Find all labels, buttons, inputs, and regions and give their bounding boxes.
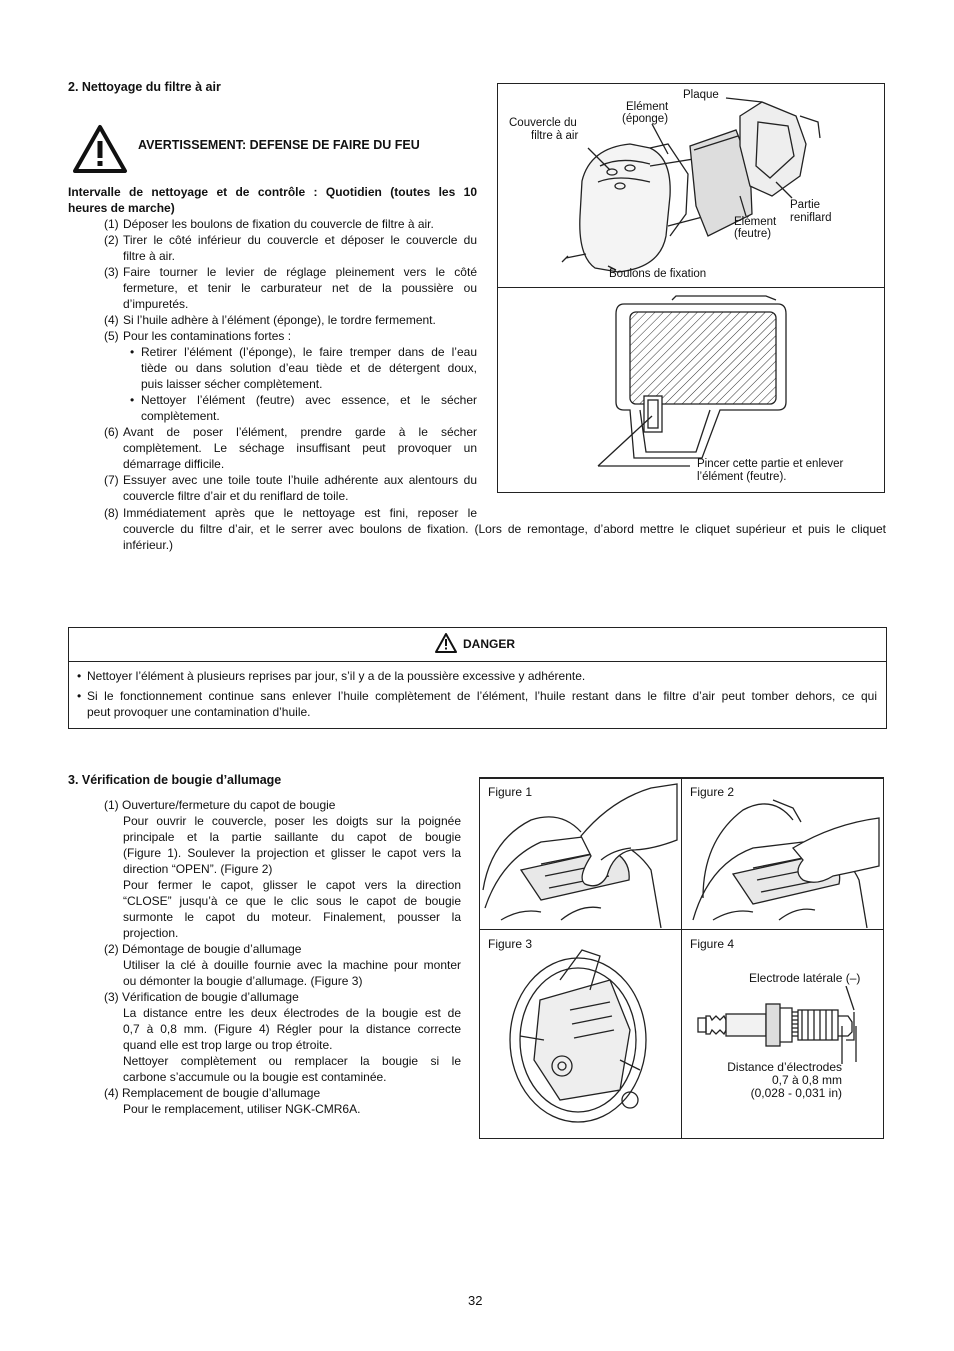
figures-vertical-divider: [681, 778, 682, 1139]
figure-1-drawing: [481, 780, 679, 928]
step-number: (3): [104, 265, 119, 279]
figures-horizontal-divider: [479, 929, 884, 930]
instruction-line: direction “OPEN”. (Figure 2): [123, 862, 273, 876]
instruction-line: Utiliser la clé à douille fournie avec la machine pour monter: [123, 958, 461, 972]
figure-3-label: Figure 3: [488, 937, 533, 951]
danger-bullet: •: [77, 669, 82, 683]
figure-4-label: Figure 4: [690, 937, 735, 951]
instruction-line: Pour fermer le capot, glisser le capot vers la direction: [123, 878, 461, 892]
figure-2-label: Figure 2: [690, 785, 735, 799]
step-text: Déposer les boulons de fixation du couvercle de filtre à air.: [123, 217, 434, 231]
step-text: fermeture, et tenir le carburateur net de la poussière ou: [123, 281, 477, 295]
label-element-eponge-1: Elément: [626, 101, 669, 113]
interval-line-2: heures de marche): [68, 201, 175, 215]
step-text: complètement. Le séchage insuffisant peut provoquer un: [123, 441, 477, 455]
label-couvercle-1: Couvercle du: [509, 117, 577, 129]
bullet-text: Retirer l’élément (l’éponge), le faire tremper dans de l’eau: [141, 345, 477, 359]
step-number: (4): [104, 313, 119, 327]
bullet-text: puis laisser sécher complètement.: [141, 377, 323, 391]
bullet-text: Nettoyer l’élément (feutre) avec essence, et le sécher: [141, 393, 477, 407]
label-electrode-laterale: Electrode latérale (–): [749, 971, 861, 985]
label-element-feutre-2: (feutre): [734, 228, 772, 240]
label-partie-2: reniflard: [790, 212, 832, 224]
step-text: Immédiatement après que le nettoyage est fini, reposer le: [123, 506, 477, 520]
page-number: 32: [468, 1293, 483, 1308]
step-text: couvercle filtre d’air et du reniflard de toile.: [123, 489, 349, 503]
danger-item-1: Nettoyer l’élément à plusieurs reprises par jour, s’il y a de la poussière excessive y adhérente.: [87, 669, 586, 683]
figure-2-drawing: [683, 780, 882, 928]
subsection-heading: (1) Ouverture/fermeture du capot de bougie: [104, 798, 336, 812]
step-8-continued-1: couvercle du filtre d’air, et le serrer avec boulons de fixation. (Lors de remontage, d’abord mettre le cliquet supérieur et puis le cliquet: [123, 522, 886, 536]
instruction-line: Pour le remplacement, utiliser NGK-CMR6A.: [123, 1102, 361, 1116]
step-text: Tirer le côté inférieur du couvercle et déposer le couvercle du: [123, 233, 477, 247]
interval-line-1: Intervalle de nettoyage et de contrôle : Quotidien (toutes les 10: [68, 185, 477, 199]
warning-triangle-icon: [72, 124, 128, 174]
label-pincer-1: Pincer cette partie et enlever: [697, 458, 844, 470]
step-text: Avant de poser l’élément, prendre garde à le sécher: [123, 425, 477, 439]
step-number: (5): [104, 329, 119, 343]
danger-item-2-line-2: peut provoquer une contamination d’huile.: [87, 705, 311, 719]
danger-item-2-line-1: Si le fonctionnement continue sans enlever l’huile complètement de l’élément, l’huile restant dans le filtre d’air peut tomber dehors, ce qui: [87, 689, 877, 703]
step-number: (2): [104, 233, 119, 247]
step-text: filtre à air.: [123, 249, 176, 263]
step-number: (7): [104, 473, 119, 487]
label-distance-3: (0,028 - 0,031 in): [750, 1086, 842, 1100]
step-number: (8): [104, 506, 119, 520]
air-filter-exploded-drawing: [500, 86, 882, 284]
instruction-line: La distance entre les deux électrodes de la bougie est de: [123, 1006, 461, 1020]
instruction-line: Pour ouvrir le couvercle, poser les doigts sur la poignée: [123, 814, 461, 828]
label-distance-2: 0,7 à 0,8 mm: [771, 1073, 842, 1087]
instruction-line: surmonte le capot du moteur. Finalement, pousser la: [123, 910, 461, 924]
section-2-title: 2. Nettoyage du filtre à air: [68, 80, 221, 94]
step-8-continued-2: inférieur.): [123, 538, 174, 552]
instruction-line: projection.: [123, 926, 179, 940]
instruction-line: principale et la partie saillante du capot de bougie: [123, 830, 461, 844]
spark-plug-drawing: [696, 986, 862, 1066]
subsection-heading: (3) Vérification de bougie d’allumage: [104, 990, 299, 1004]
label-pincer-2: l’élément (feutre).: [697, 471, 787, 483]
danger-bullet: •: [77, 689, 82, 703]
step-text: Pour les contaminations fortes :: [123, 329, 292, 343]
label-couvercle-2: filtre à air: [531, 130, 579, 142]
bullet-text: complètement.: [141, 409, 220, 423]
instruction-line: ou démonter la bougie d’allumage. (Figure 3): [123, 974, 363, 988]
step-text: démarrage difficile.: [123, 457, 225, 471]
instruction-line: (Figure 1). Soulever la projection et glisser le capot vers la: [123, 846, 461, 860]
step-text: Faire tourner le levier de réglage pleinement vers le côté: [123, 265, 477, 279]
subsection-heading: (2) Démontage de bougie d’allumage: [104, 942, 302, 956]
figure-3-drawing: [500, 940, 660, 1128]
figure-1-label: Figure 1: [488, 785, 533, 799]
step-text: d’impuretés.: [123, 297, 189, 311]
instruction-line: 0,7 à 0,8 mm. (Figure 4) Régler pour la distance correcte: [123, 1022, 461, 1036]
label-partie-1: Partie: [790, 199, 821, 211]
step-text: Essuyer avec une toile toute l’huile adhérente aux alentours du: [123, 473, 477, 487]
felt-element-drawing: [590, 292, 790, 472]
bullet: •: [130, 393, 135, 407]
bullet: •: [130, 345, 135, 359]
diagram-divider: [497, 287, 885, 288]
instruction-line: Nettoyer complètement ou remplacer la bougie si le: [123, 1054, 461, 1068]
label-element-feutre-1: Elément: [734, 216, 777, 228]
danger-triangle-icon: [434, 632, 458, 654]
label-element-eponge-2: (éponge): [622, 113, 669, 125]
section-3-title: 3. Vérification de bougie d’allumage: [68, 773, 282, 787]
label-boulons: Boulons de fixation: [609, 268, 707, 280]
instruction-line: “CLOSE” jusqu’à ce que le clic sous le capot de bougie: [123, 894, 461, 908]
danger-divider: [68, 661, 887, 662]
danger-title: DANGER: [463, 637, 516, 651]
step-number: (1): [104, 217, 119, 231]
subsection-heading: (4) Remplacement de bougie d’allumage: [104, 1086, 321, 1100]
step-number: (6): [104, 425, 119, 439]
instruction-line: quand elle est trop large ou trop étroite.: [123, 1038, 333, 1052]
step-text: Si l’huile adhère à l’élément (éponge), le tordre fermement.: [123, 313, 436, 327]
bullet-text: tiède ou dans solution d’eau tiède et de détergent doux,: [141, 361, 477, 375]
instruction-line: carbone s’accumule ou la bougie est contaminée.: [123, 1070, 387, 1084]
warning-text: AVERTISSEMENT: DEFENSE DE FAIRE DU FEU: [138, 138, 420, 152]
label-plaque: Plaque: [683, 89, 719, 101]
label-distance-1: Distance d’électrodes: [727, 1060, 842, 1074]
